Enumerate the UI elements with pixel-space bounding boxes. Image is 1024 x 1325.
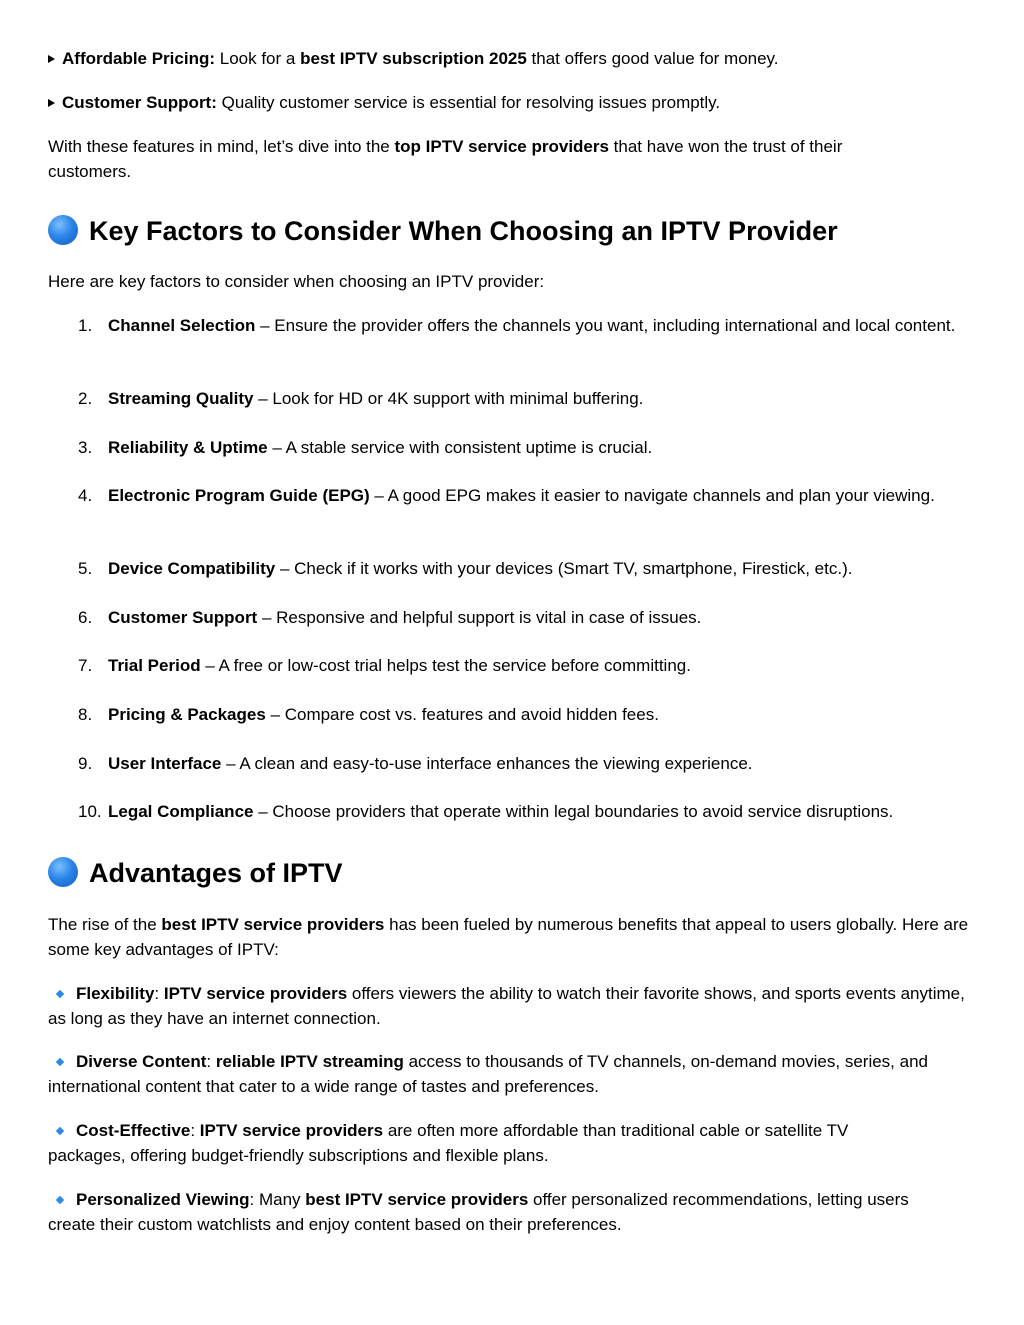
- triangle-bullet-icon: [48, 99, 55, 107]
- section-heading-key-factors: Key Factors to Consider When Choosing an IPTV Provider: [48, 214, 978, 248]
- advantages-intro: The rise of the best IPTV service providers has been fueled by numerous benefits that appeal to users globally. Here are some key advantages of IPTV:: [48, 915, 969, 959]
- document-page: Affordable Pricing: Look for a best IPTV subscription 2025 that offers good value for money. Customer Support: Quality customer service is essential for resolving issues promptly. With these features in mind, let’s dive into the top IPTV service providers that have won the trust of their customers. Key Factors to Consider When Choosing an IPTV Provider Here are key factors to consider when choosing an IPTV provider: 1. Channel Selection – Ensure the provider offers the channels you want, including international and local content. 2. Streaming Quality – Look for HD or 4K support with minimal buffering. 3. Reliability & Uptime – A stable service with consistent uptime is crucial. 4. Electronic Program Guide (EPG) – A good EPG makes it easier to navigate channels and plan your viewing. 5. Device Compatibility – Check if it works with your devices (Smart TV, smartphone, Firestick, etc.). 6. Customer Support – Responsive and helpful support is vital in case of issues. 7. Trial Period – A free or low-cost trial helps test the service before committing. 8. Pricing & Packages – Compare cost vs. features and avoid hidden fees. 9. User Interface – A clean and easy-to-use interface enhances the viewing experience. 10. Legal Compliance – Choose providers that operate within legal boundaries to avoid service disruptions. Advantages of IPTV The rise of the best IPTV service providers has been fueled by numerous benefits that appeal to users globally. Here are some key advantages of IPTV: Flexibility: IPTV service providers offers viewers the ability to watch their favorite shows, and sports events anytime, as long as they have an internet connection. Diverse Content: reliable IPTV streaming access to thousands of TV channels, on-demand movies, series, and international content that cater to a wide range of tastes and preferences. Cost-Effective: IPTV service providers are often more affordable than traditional cable or satellite TV packages, offering budget-friendly subscriptions and flexible plans. Personalized Viewing: Many best IPTV service providers offer personalized recommendations, letting users create their custom watchlists and enjoy content based on their preferences.: [0, 0, 1024, 1325]
- triangle-bullet-icon: [48, 55, 55, 63]
- blue-diamond-icon: [56, 1195, 64, 1203]
- section-heading-advantages: Advantages of IPTV: [48, 856, 978, 890]
- advantage-item-personalized-viewing: Personalized Viewing: Many best IPTV service providers offer personalized recommendations, letting users create their custom watchlists and enjoy content based on their preferences.: [48, 1190, 909, 1234]
- blue-circle-icon: [48, 215, 78, 245]
- key-factors-intro: Here are key factors to consider when choosing an IPTV provider:: [48, 272, 545, 291]
- blue-circle-icon: [48, 857, 78, 887]
- blue-diamond-icon: [56, 989, 64, 997]
- blue-diamond-icon: [56, 1057, 64, 1065]
- intro-bullet-support: Customer Support: Quality customer service is essential for resolving issues promptly.: [48, 91, 978, 116]
- blue-diamond-icon: [56, 1126, 64, 1134]
- advantage-item-diverse-content: Diverse Content: reliable IPTV streaming access to thousands of TV channels, on-demand movies, series, and international content that cater to a wide range of tastes and preferences.: [48, 1052, 928, 1096]
- advantage-item-cost-effective: Cost-Effective: IPTV service providers are often more affordable than traditional cable or satellite TV packages, offering budget-friendly subscriptions and flexible plans.: [48, 1121, 849, 1165]
- advantage-item-flexibility: Flexibility: IPTV service providers offers viewers the ability to watch their favorite shows, and sports events anytime, as long as they have an internet connection.: [48, 984, 965, 1028]
- intro-bullet-pricing: Affordable Pricing: Look for a best IPTV subscription 2025 that offers good value for money.: [48, 47, 978, 72]
- intro-paragraph: With these features in mind, let’s dive into the top IPTV service providers that have won the trust of their customers.: [48, 137, 843, 181]
